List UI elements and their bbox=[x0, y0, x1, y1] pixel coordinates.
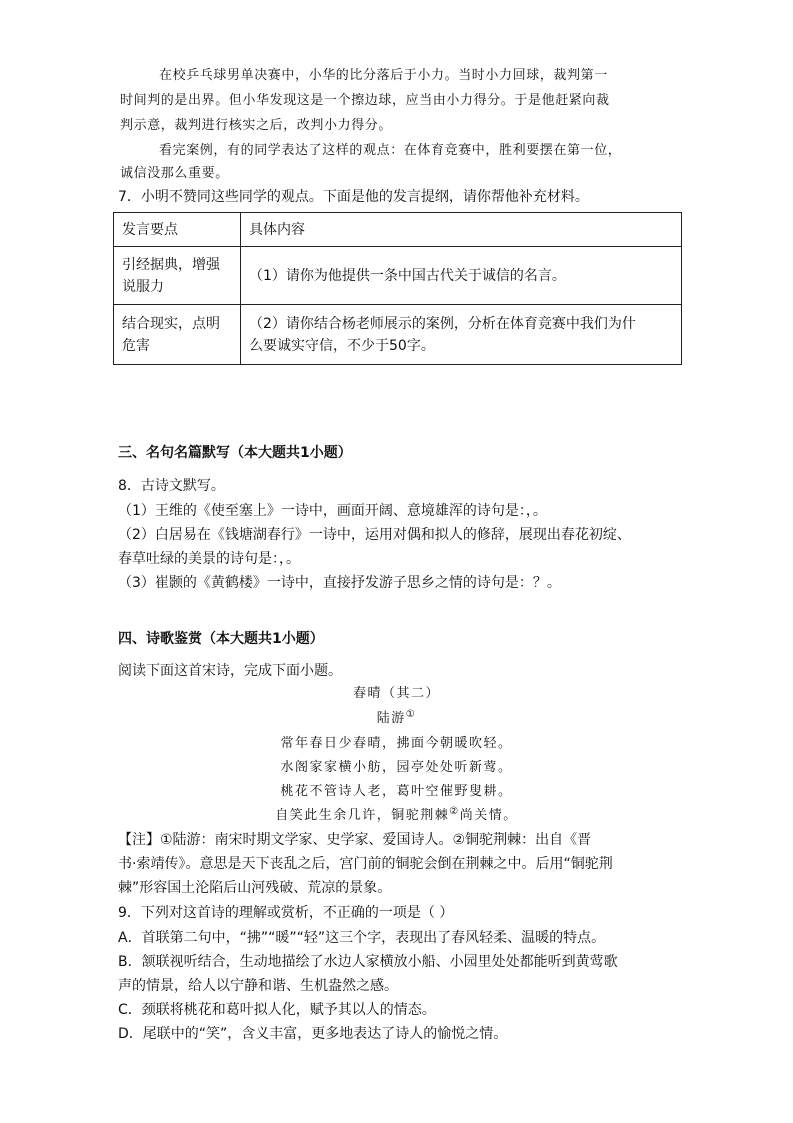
option-c: C．颈联将桃花和葛叶拟人化，赋予其以人的情态。 bbox=[118, 1002, 436, 1018]
poem-text: 尚关情。 bbox=[459, 808, 518, 823]
case-line: 判示意，裁判进行核实之后，改判小力得分。 bbox=[120, 118, 393, 133]
section-4-title: 四、诗歌鉴赏（本大题共1小题） bbox=[118, 631, 324, 647]
poem-line: 桃花不管诗人老，葛叶空催野叟耕。 bbox=[280, 784, 513, 799]
table-header-cell: 发言要点 bbox=[114, 213, 241, 247]
poem-intro: 阅读下面这首宋诗，完成下面小题。 bbox=[118, 663, 342, 679]
question-8-stem: 8．古诗文默写。 bbox=[118, 478, 225, 494]
option-b: B．颔联视听结合，生动地描绘了水边人家横放小船、小园里处处都能听到黄莺歌 bbox=[118, 954, 618, 970]
poem-line: 常年春日少春晴，拂面今朝暖吹轻。 bbox=[280, 736, 513, 751]
table-row bbox=[114, 305, 682, 365]
cell-line: 引经据典，增强 bbox=[122, 256, 220, 273]
case-line: 时间判的是出界。但小华发现这是一个擦边球，应当由小力得分。于是他赶紧向裁 bbox=[120, 93, 610, 108]
table-cell-point bbox=[114, 305, 241, 365]
question-9-stem: 9．下列对这首诗的理解或赏析，不正确的一项是（ ） bbox=[118, 905, 454, 921]
poem-line bbox=[0, 806, 793, 826]
poem-line: 水阁家家横小舫，园亭处处听新莺。 bbox=[280, 760, 513, 775]
poem-title: 春晴（其二） bbox=[352, 686, 440, 701]
cell-line: （2）请你结合杨老师展示的案例，分析在体育竞赛中我们为什 bbox=[249, 315, 636, 332]
recitation-item: 春草吐绿的美景的诗句是：，。 bbox=[118, 551, 300, 567]
section-3-title: 三、名句名篇默写（本大题共1小题） bbox=[118, 445, 352, 461]
case-line: 诚信没那么重要。 bbox=[120, 166, 229, 181]
option-b-cont: 声的情景，给人以宁静和谐、生机盎然之感。 bbox=[118, 978, 398, 994]
case-line: 在校乒乓球男单决赛中，小华的比分落后于小力。当时小力回球，裁判第一 bbox=[159, 68, 608, 83]
table-cell-point bbox=[114, 247, 241, 305]
cell-line: 么要诚实守信，不少于50字。 bbox=[249, 337, 435, 354]
speech-outline-table bbox=[113, 212, 682, 365]
cell-line: 说服力 bbox=[122, 278, 164, 295]
footnote-mark: ① bbox=[405, 708, 417, 720]
recitation-item: （2）白居易在《钱塘湖春行》一诗中，运用对偶和拟人的修辞，展现出春花初绽、 bbox=[118, 527, 631, 543]
option-a: A．首联第二句中，“拂”“暖”“轻”这三个字，表现出了春风轻柔、温暖的特点。 bbox=[118, 930, 606, 946]
cell-line: （1）请你为他提供一条中国古代关于诚信的名言。 bbox=[249, 267, 566, 284]
footnote-mark: ② bbox=[449, 805, 460, 817]
cell-line: 结合现实，点明 bbox=[122, 315, 220, 332]
option-d: D．尾联中的“笑”，含义丰富，更多地表达了诗人的愉悦之情。 bbox=[118, 1026, 508, 1042]
recitation-item: （3）崔颢的《黄鹤楼》一诗中，直接抒发游子思乡之情的诗句是：？。 bbox=[118, 575, 561, 591]
note-line: 棘”形容国土沦陷后山河残破、荒凉的景象。 bbox=[118, 880, 392, 896]
case-line: 看完案例，有的同学表达了这样的观点：在体育竞赛中，胜利要摆在第一位， bbox=[159, 143, 622, 158]
cell-line: 危害 bbox=[122, 337, 150, 354]
note-line: 书·索靖传》。意思是天下丧乱之后，宫门前的铜驼会倒在荆棘之中。后用“铜驼荆 bbox=[118, 856, 613, 872]
recitation-item: （1）王维的《使至塞上》一诗中，画面开阔、意境雄浑的诗句是：，。 bbox=[118, 503, 547, 519]
table-header-cell: 具体内容 bbox=[241, 213, 682, 247]
poem-author bbox=[0, 709, 793, 729]
note-line: 【注】①陆游：南宋时期文学家、史学家、爱国诗人。②铜驼荆棘：出自《晋 bbox=[118, 832, 592, 848]
poem-text: 自笑此生余几许，铜驼荆棘 bbox=[275, 808, 450, 823]
author-name: 陆游 bbox=[376, 711, 406, 726]
table-cell-content bbox=[241, 247, 682, 305]
question-7-stem: 7．小明不赞同这些同学的观点。下面是他的发言提纲，请你帮他补充材料。 bbox=[118, 189, 589, 205]
table-cell-content bbox=[241, 305, 682, 365]
table-header-row bbox=[114, 213, 682, 247]
table-row bbox=[114, 247, 682, 305]
